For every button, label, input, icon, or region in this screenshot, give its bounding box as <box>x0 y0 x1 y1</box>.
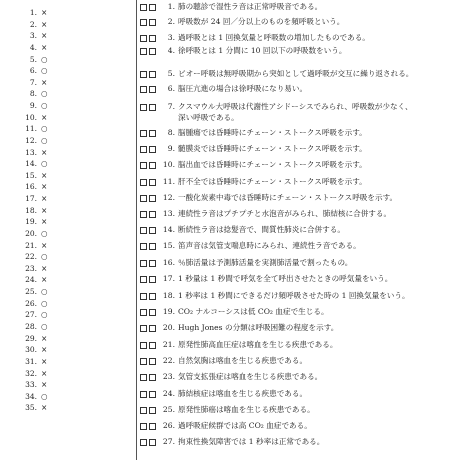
answer-number: 27. <box>25 310 37 320</box>
question-text: 脳圧亢進の場合は徐呼吸になり易い。 <box>178 84 308 93</box>
answer-checkboxes <box>140 407 158 414</box>
answer-row <box>24 344 47 355</box>
checkbox[interactable] <box>149 71 156 78</box>
answer-mark: × <box>41 345 48 355</box>
checkbox[interactable] <box>140 179 147 186</box>
checkbox[interactable] <box>140 35 147 42</box>
answer-number: 17. <box>25 194 37 204</box>
answer-mark: × <box>41 194 48 204</box>
answer-number: 31. <box>25 356 37 366</box>
answer-number: 24. <box>25 275 37 285</box>
answer-mark: × <box>41 170 48 180</box>
answer-row <box>24 240 47 251</box>
answer-mark: ○ <box>41 66 48 76</box>
answer-number: 1. <box>29 8 37 17</box>
answer-number: 11. <box>25 124 37 134</box>
question-number: 18. <box>162 291 175 300</box>
answer-checkboxes <box>140 260 158 267</box>
checkbox[interactable] <box>149 342 156 349</box>
checkbox[interactable] <box>149 19 156 26</box>
answer-row <box>24 309 48 320</box>
answer-row <box>24 228 48 239</box>
answer-checkboxes <box>140 48 158 55</box>
question-text: 脳出血では昏睡時にチェーン・ストークス呼吸を示す。 <box>178 160 367 169</box>
question-number: 26. <box>162 421 175 430</box>
checkbox[interactable] <box>149 407 156 414</box>
answer-number: 19. <box>25 217 37 227</box>
answer-row <box>24 112 47 123</box>
checkbox[interactable] <box>149 35 156 42</box>
checkbox[interactable] <box>149 48 156 55</box>
checkbox[interactable] <box>149 276 156 283</box>
answer-number: 14. <box>25 159 37 169</box>
answer-mark: × <box>41 275 48 285</box>
question-number: 7. <box>167 102 175 111</box>
question-number: 4. <box>167 46 175 55</box>
answer-mark: × <box>41 112 48 122</box>
question-number: 2. <box>167 17 175 26</box>
answer-row <box>24 356 47 367</box>
answer-mark: ○ <box>41 287 48 297</box>
question-number: 16. <box>162 258 175 267</box>
checkbox[interactable] <box>140 260 147 267</box>
answer-row <box>24 251 48 262</box>
checkbox[interactable] <box>149 260 156 267</box>
question-text: クスマウル大呼吸は代謝性アシドーシスでみられ、呼吸数が少なく、 <box>178 102 413 111</box>
answer-row <box>24 65 48 76</box>
question-number: 11. <box>162 177 175 186</box>
answer-row <box>24 100 48 111</box>
answer-row <box>24 193 47 204</box>
question-text: 過呼吸とは 1 回換気量と呼吸数の増加したものである。 <box>178 33 370 42</box>
question-text: 笛声音は気管支喘息時にみられ、連続性ラ音である。 <box>178 241 361 250</box>
checkbox[interactable] <box>140 162 147 169</box>
answer-number: 28. <box>25 322 37 331</box>
answer-mark: ○ <box>41 228 48 238</box>
answer-row <box>24 205 47 216</box>
checkbox[interactable] <box>149 227 156 234</box>
answer-mark: × <box>41 31 48 41</box>
question-number: 23. <box>162 372 175 381</box>
question-text: 1 秒量は 1 秒間で呼気を全て呼出させたときの呼気量をいう。 <box>178 274 393 283</box>
question-number: 3. <box>167 33 175 42</box>
answer-number: 12. <box>25 135 37 145</box>
checkbox[interactable] <box>149 309 156 316</box>
answer-number: 13. <box>25 147 37 157</box>
answer-row <box>24 42 47 53</box>
question-text: 肝不全では昏睡時にチェーン・ストークス呼吸を示す。 <box>178 177 367 186</box>
answer-checkboxes <box>140 358 158 365</box>
question-number: 27. <box>162 437 175 446</box>
question-number: 24. <box>162 389 175 398</box>
question-number: 8. <box>167 128 175 137</box>
answer-row <box>24 402 47 413</box>
checkbox[interactable] <box>149 423 156 430</box>
checkbox[interactable] <box>140 342 147 349</box>
answer-mark: ○ <box>41 310 48 320</box>
answer-row <box>24 54 48 65</box>
answer-row <box>24 368 47 379</box>
answer-checkboxes <box>140 86 158 93</box>
answer-number: 15. <box>25 170 37 180</box>
checkbox[interactable] <box>149 439 156 446</box>
answer-checkboxes <box>140 211 158 218</box>
checkbox[interactable] <box>149 86 156 93</box>
answer-mark: ○ <box>41 101 48 111</box>
question-text: 拘束性換気障害では 1 秒率は正常である。 <box>178 437 325 446</box>
answer-mark: ○ <box>41 89 48 99</box>
question-number: 6. <box>167 84 175 93</box>
question-number: 13. <box>162 209 175 218</box>
answer-number: 16. <box>25 182 37 192</box>
answer-number: 25. <box>25 287 37 297</box>
answer-mark: × <box>41 205 48 215</box>
question-number: 1. <box>167 2 175 11</box>
answer-mark: ○ <box>41 252 48 262</box>
question-number: 5. <box>167 69 175 78</box>
question-text: 深い呼吸である。 <box>178 113 239 122</box>
answer-row <box>24 135 48 146</box>
answer-row <box>24 286 48 297</box>
answer-checkboxes <box>140 423 158 430</box>
answer-number: 32. <box>25 368 37 378</box>
answer-mark: × <box>41 403 48 413</box>
checkbox[interactable] <box>140 130 147 137</box>
question-number: 14. <box>162 225 175 234</box>
checkbox[interactable] <box>140 104 147 111</box>
question-number: 15. <box>162 241 175 250</box>
answer-checkboxes <box>140 243 158 250</box>
answer-row <box>24 263 47 274</box>
answer-checkboxes <box>140 195 158 202</box>
checkbox[interactable] <box>140 86 147 93</box>
question-text: 原発性肺高血圧症は喀血を生じる疾患である。 <box>178 340 338 349</box>
answer-number: 20. <box>25 228 37 238</box>
answer-checkboxes <box>140 71 158 78</box>
checkbox[interactable] <box>149 4 156 11</box>
question-number: 21. <box>162 340 175 349</box>
answer-row <box>24 30 47 41</box>
answer-number: 8. <box>29 89 37 99</box>
question-text: ビオー呼吸は無呼吸期から突如として過呼吸が交互に繰り返される。 <box>178 69 414 78</box>
answer-mark: × <box>41 77 48 87</box>
question-text: 1 秒率は 1 秒間にできるだけ頻呼吸させた時の 1 回換気量をいう。 <box>178 291 410 300</box>
checkbox[interactable] <box>149 195 156 202</box>
answer-checkboxes <box>140 19 158 26</box>
answer-checkboxes <box>140 146 158 153</box>
checkbox[interactable] <box>149 211 156 218</box>
question-number: 9. <box>167 144 175 153</box>
answer-number: 10. <box>25 112 37 122</box>
answer-mark: × <box>41 240 48 250</box>
question-text: 一酸化炭素中毒では昏睡時にチェーン・ストークス呼吸を示す。 <box>178 193 398 202</box>
answer-number: 18. <box>25 205 37 215</box>
answer-mark: ○ <box>41 298 48 308</box>
answer-mark: × <box>41 8 48 17</box>
checkbox[interactable] <box>140 423 147 430</box>
answer-row <box>24 298 48 309</box>
question-number: 10. <box>162 160 175 169</box>
answer-mark: × <box>41 333 48 343</box>
checkbox[interactable] <box>149 391 156 398</box>
checkbox[interactable] <box>140 4 147 11</box>
answer-checkboxes <box>140 374 158 381</box>
checkbox[interactable] <box>140 276 147 283</box>
answer-number: 30. <box>25 345 37 355</box>
answer-row <box>24 216 47 227</box>
checkbox[interactable] <box>140 325 147 332</box>
answer-number: 5. <box>29 54 37 64</box>
question-number: 17. <box>162 274 175 283</box>
question-number: 20. <box>162 323 175 332</box>
answer-number: 34. <box>25 391 37 401</box>
checkbox[interactable] <box>140 146 147 153</box>
checkbox[interactable] <box>140 391 147 398</box>
question-text: 自然気胸は喀血を生じる疾患である。 <box>178 356 308 365</box>
question-number: 12. <box>162 193 175 202</box>
checkbox[interactable] <box>149 325 156 332</box>
answer-checkboxes <box>140 179 158 186</box>
answer-number: 9. <box>29 101 37 111</box>
answer-row <box>24 7 47 18</box>
question-text: 気管支拡張症は喀血を生じる疾患である。 <box>178 372 323 381</box>
checkbox[interactable] <box>140 195 147 202</box>
checkbox[interactable] <box>149 358 156 365</box>
answer-checkboxes <box>140 439 158 446</box>
question-text: 連続性ラ音はプチプチと水泡音がみられ、肺結核に合併する。 <box>178 209 392 218</box>
question-text: 断続性ラ音は捻髪音で、間質性肺炎に合併する。 <box>178 225 345 234</box>
question-text: 原発性肺癌は喀血を生じる疾患である。 <box>178 405 315 414</box>
answer-row <box>24 88 48 99</box>
checkbox[interactable] <box>140 407 147 414</box>
answer-mark: × <box>41 356 48 366</box>
question-text: 髄膜炎では昏睡時にチェーン・ストークス呼吸を示す。 <box>178 144 367 153</box>
answer-number: 35. <box>25 403 37 413</box>
answer-mark: × <box>41 182 48 192</box>
checkbox[interactable] <box>149 130 156 137</box>
checkbox[interactable] <box>140 309 147 316</box>
answer-row <box>24 158 48 169</box>
answer-checkboxes <box>140 391 158 398</box>
checkbox[interactable] <box>149 146 156 153</box>
answer-row <box>24 391 48 402</box>
answer-number: 26. <box>25 298 37 308</box>
question-text: 過呼吸症候群では高 CO₂ 血症である。 <box>178 421 312 430</box>
answer-mark: ○ <box>41 159 48 169</box>
answer-row <box>24 379 47 390</box>
checkbox[interactable] <box>140 358 147 365</box>
answer-checkboxes <box>140 293 158 300</box>
answer-checkboxes <box>140 227 158 234</box>
answer-mark: × <box>41 147 48 157</box>
answer-row <box>24 321 48 332</box>
answer-number: 6. <box>29 66 37 76</box>
answer-mark: × <box>41 217 48 227</box>
answer-row <box>24 147 47 158</box>
answer-row <box>24 170 47 181</box>
question-number: 25. <box>162 405 175 414</box>
question-text: 肺の聴診で湿性ラ音は正常呼吸音である。 <box>178 2 323 11</box>
answer-mark: × <box>41 380 48 390</box>
answer-mark: × <box>41 19 48 29</box>
answer-number: 33. <box>25 380 37 390</box>
checkbox[interactable] <box>140 211 147 218</box>
question-text: 肺結核症は喀血を生じる疾患である。 <box>178 389 308 398</box>
checkbox[interactable] <box>140 439 147 446</box>
question-text: ％肺活量は予測肺活量を実測肺活量で割ったもの。 <box>178 258 353 267</box>
question-text: Hugh Jones の分類は呼吸困難の程度を示す。 <box>178 323 339 332</box>
answer-row <box>24 19 47 30</box>
answer-mark: ○ <box>41 322 48 331</box>
checkbox[interactable] <box>140 293 147 300</box>
answer-checkboxes <box>140 342 158 349</box>
checkbox[interactable] <box>149 179 156 186</box>
answer-mark: ○ <box>41 135 48 145</box>
checkbox[interactable] <box>149 243 156 250</box>
answer-number: 7. <box>29 77 37 87</box>
answer-number: 29. <box>25 333 37 343</box>
answer-row <box>24 274 47 285</box>
checkbox[interactable] <box>149 104 156 111</box>
answer-checkboxes <box>140 130 158 137</box>
answer-checkboxes <box>140 35 158 42</box>
checkbox[interactable] <box>140 243 147 250</box>
checkbox[interactable] <box>149 374 156 381</box>
answer-mark: ○ <box>41 54 48 64</box>
answer-checkboxes <box>140 276 158 283</box>
answer-row <box>24 123 48 134</box>
checkbox[interactable] <box>140 19 147 26</box>
answer-number: 21. <box>25 240 37 250</box>
answer-checkboxes <box>140 309 158 316</box>
answer-mark: ○ <box>41 391 48 401</box>
checkbox[interactable] <box>140 48 147 55</box>
checkbox[interactable] <box>140 227 147 234</box>
answer-row <box>24 333 47 344</box>
answer-number: 4. <box>29 42 37 52</box>
question-text: CO₂ ナルコーシスは低 CO₂ 血症で生じる。 <box>178 307 329 316</box>
answer-checkboxes <box>140 162 158 169</box>
question-number: 19. <box>162 307 175 316</box>
question-text: 呼吸数が 24 回／分以上のものを頻呼吸という。 <box>178 17 345 26</box>
answer-row <box>24 181 47 192</box>
answer-checkboxes <box>140 104 158 111</box>
answer-checkboxes <box>140 4 158 11</box>
answer-mark: × <box>41 368 48 378</box>
answer-mark: ○ <box>41 124 48 134</box>
question-text: 徐呼吸とは 1 分間に 10 回以下の呼吸数をいう。 <box>178 46 347 55</box>
checkbox[interactable] <box>149 162 156 169</box>
answer-row <box>24 77 47 88</box>
question-number: 22. <box>162 356 175 365</box>
question-text: 脳腫瘍では昏睡時にチェーン・ストークス呼吸を示す。 <box>178 128 367 137</box>
answer-mark: × <box>41 42 48 52</box>
answer-number: 2. <box>29 19 37 29</box>
checkbox[interactable] <box>140 374 147 381</box>
answer-number: 23. <box>25 263 37 273</box>
answer-mark: × <box>41 263 48 273</box>
checkbox[interactable] <box>149 293 156 300</box>
answer-checkboxes <box>140 325 158 332</box>
answer-number: 22. <box>25 252 37 262</box>
column-divider <box>136 0 137 460</box>
checkbox[interactable] <box>140 71 147 78</box>
answer-number: 3. <box>29 31 37 41</box>
